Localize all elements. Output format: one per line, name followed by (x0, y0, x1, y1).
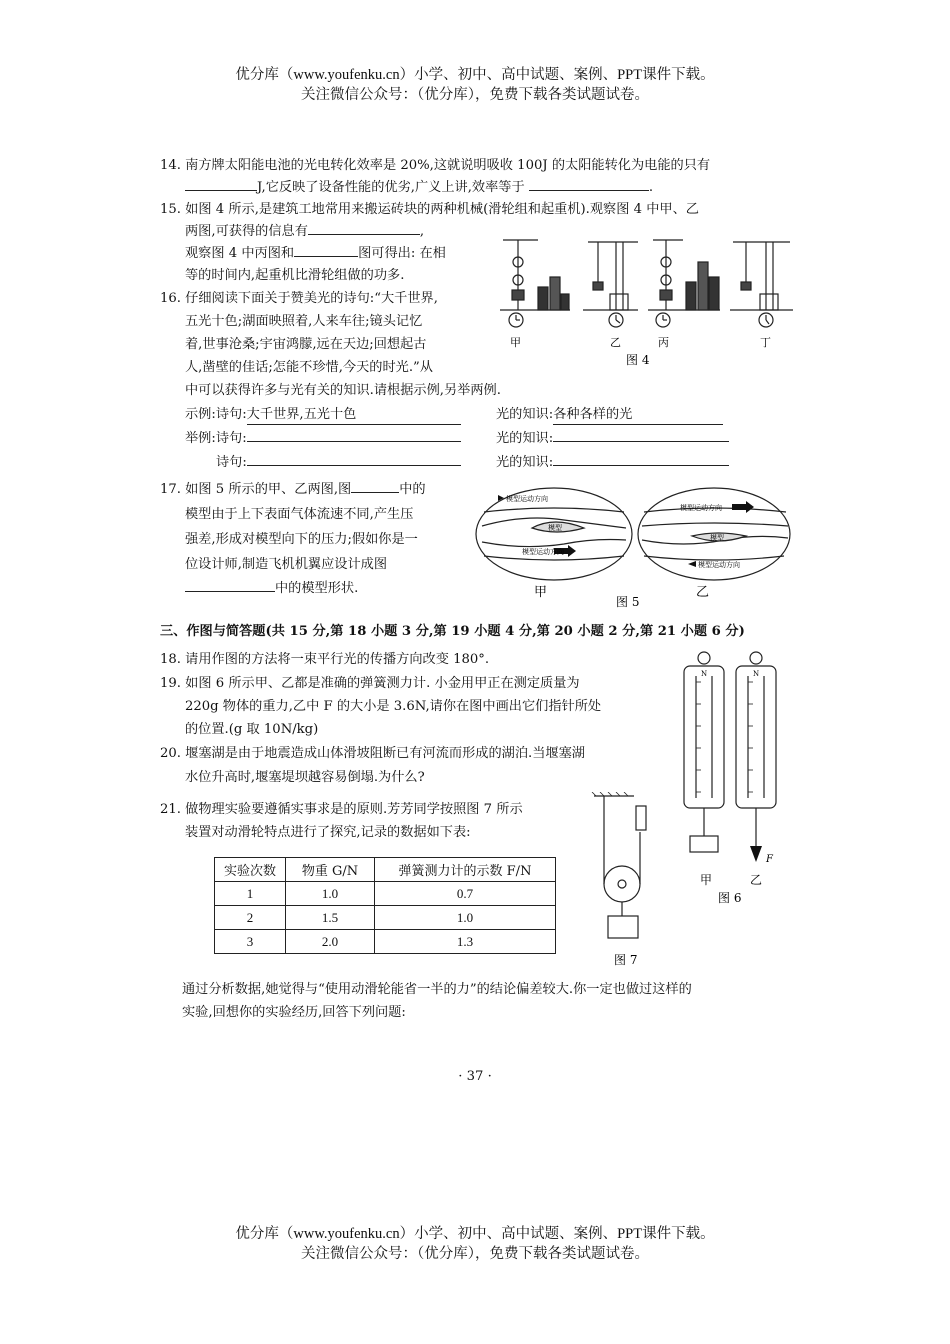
q14-blank-1[interactable] (185, 178, 257, 191)
figure-7 (590, 792, 670, 972)
table-cell: 1.5 (286, 906, 375, 930)
fig6-scale-top-yi: N (753, 670, 760, 678)
fig5-label-jia: 甲 (534, 585, 548, 600)
table-cell: 2.0 (286, 930, 375, 954)
figure-6 (670, 650, 800, 910)
q21-after-line-2: 实验,回想你的实验经历,回答下列问题: (182, 1005, 406, 1020)
fig6-label-jia: 甲 (700, 873, 713, 887)
page-number: · 37 · (458, 1069, 492, 1084)
table-header-row (215, 858, 556, 882)
q16-knowledge-row-1: 光的知识: (496, 429, 729, 448)
table-cell: 2 (215, 906, 286, 930)
table-header-cell: 物重 G/N (286, 858, 375, 882)
table-header-cell: 弹簧测力计的示数 F/N (375, 858, 556, 882)
fig5-model-text-2: 模型 (710, 534, 724, 542)
q16-knowledge-blank-1[interactable] (553, 429, 729, 442)
q15-blank-1[interactable] (308, 222, 420, 235)
table-cell: 1 (215, 882, 286, 906)
q16-knowledge-blank-2[interactable] (553, 453, 729, 466)
fig7-caption: 图 7 (614, 953, 638, 967)
fig4-label-jia: 甲 (510, 336, 521, 349)
q17-line-3: 强差,形成对模型向下的压力;假如你是一 (185, 532, 418, 547)
table-row (215, 882, 556, 906)
q17-line-4: 位设计师,制造飞机机翼应设计成图 (185, 557, 388, 572)
table-row (215, 906, 556, 930)
section-3-title: 三、作图与简答题(共 15 分,第 18 小题 3 分,第 19 小题 4 分,第 20 小题 2 分,第 21 小题 6 分) (160, 624, 745, 639)
fig6-label-yi: 乙 (750, 873, 763, 887)
q16-poem-blank-2[interactable] (247, 453, 461, 466)
table-cell: 3 (215, 930, 286, 954)
q21-line-2: 装置对动滑轮特点进行了探究,记录的数据如下表: (185, 825, 471, 840)
q17-blank-2[interactable] (185, 579, 275, 592)
q16-example-1-row: 举例:诗句: (185, 429, 461, 448)
q19-line-1: 19. 如图 6 所示甲、乙都是准确的弹簧测力计. 小金用甲正在测定质量为 (160, 676, 580, 691)
fig5-arrow-text-4: 模型运动方向 (698, 561, 740, 569)
q16-line-3: 着,世事沧桑;宇宙鸿朦,远在天边;回想起古 (185, 337, 427, 352)
table-cell: 0.7 (375, 882, 556, 906)
table-cell: 1.0 (375, 906, 556, 930)
fig6-caption: 图 6 (718, 891, 742, 905)
fig5-model-text-1: 模型 (548, 524, 562, 532)
q21-after-line-1: 通过分析数据,她觉得与“使用动滑轮能省一半的力”的结论偏差较大.你一定也做过这样的 (182, 982, 692, 997)
q19-line-3: 的位置.(g 取 10N/kg) (185, 722, 319, 737)
q16-example-know-text: 各种各样的光 (553, 405, 723, 425)
q15-blank-2[interactable] (294, 244, 358, 257)
fig5-arrow-text-3: 模型运动方向 (680, 504, 722, 512)
q16-example-poem: 大千世界,五光十色 (247, 405, 461, 425)
fig6-force-label: F (766, 854, 773, 865)
q16-example-row: 示例:诗句:大千世界,五光十色 (185, 405, 461, 425)
figure-5 (474, 484, 794, 614)
q14-line-2: J,它反映了设备性能的优劣,广义上讲,效率等于 . (185, 178, 653, 197)
q16-line-5: 中可以获得许多与光有关的知识.请根据示例,另举两例. (185, 383, 501, 398)
fig4-caption: 图 4 (626, 353, 650, 367)
q16-line-2: 五光十色;湖面映照着,人来车往;镜头记忆 (185, 314, 423, 329)
q21-line-1: 21. 做物理实验要遵循实事求是的原则.芳芳同学按照图 7 所示 (160, 802, 523, 817)
table-cell: 1.0 (286, 882, 375, 906)
q14-blank-2[interactable] (529, 178, 649, 191)
q18-text: 18. 请用作图的方法将一束平行光的传播方向改变 180°. (160, 652, 490, 667)
fig4-label-yi: 乙 (610, 336, 621, 349)
fig5-label-yi: 乙 (696, 585, 710, 600)
q16-line-1: 16. 仔细阅读下面关于赞美光的诗句:“大千世界, (160, 291, 438, 306)
fig4-label-bing: 丙 (658, 336, 669, 349)
q17-blank-1[interactable] (351, 480, 399, 493)
q16-example-2-row: 诗句: (216, 453, 461, 472)
q15-line-1: 15. 如图 4 所示,是建筑工地常用来搬运砖块的两种机械(滑轮组和起重机).观察图 4 中甲、乙 (160, 202, 699, 217)
q15-line-4: 等的时间内,起重机比滑轮组做的功多. (185, 268, 405, 283)
q16-knowledge-row-2: 光的知识: (496, 453, 729, 472)
footer-line-2: 关注微信公众号：（优分库），免费下载各类试题试卷。 (301, 1246, 649, 1262)
q20-line-2: 水位升高时,堰塞堤坝越容易倒塌.为什么? (185, 770, 425, 785)
q16-line-4: 人,凿壁的佳话;怎能不珍惜,今天的时光.”从 (185, 360, 433, 375)
q21-data-table (214, 857, 556, 954)
q17-line-2: 模型由于上下表面气体流速不同,产生压 (185, 507, 414, 522)
header-line-1: 优分库（www.youfenku.cn）小学、初中、高中试题、案例、PPT课件下载。 (235, 67, 715, 83)
fig5-arrow-text-1: 模型运动方向 (506, 495, 548, 503)
table-cell: 1.3 (375, 930, 556, 954)
fig5-arrow-text-2: 模型运动方向 (522, 548, 564, 556)
q15-line-2: 两图,可获得的信息有 , (185, 224, 425, 239)
header-line-2: 关注微信公众号：（优分库），免费下载各类试题试卷。 (301, 87, 649, 103)
table-header-cell: 实验次数 (215, 858, 286, 882)
footer-line-1: 优分库（www.youfenku.cn）小学、初中、高中试题、案例、PPT课件下载。 (235, 1226, 715, 1242)
table-row (215, 930, 556, 954)
q17-line-1: 17. 如图 5 所示的甲、乙两图,图 中的 (160, 482, 426, 497)
fig5-caption: 图 5 (616, 595, 640, 609)
q17-line-5: 中的模型形状. (185, 579, 358, 598)
q20-line-1: 20. 堰塞湖是由于地震造成山体滑坡阻断已有河流而形成的湖泊.当堰塞湖 (160, 746, 585, 761)
q16-example-knowledge: 光的知识:各种各样的光 (496, 405, 723, 425)
q15-line-3: 观察图 4 中丙图和 图可得出: 在相 (185, 246, 446, 261)
figure-4 (498, 232, 798, 372)
q14-line-1: 14. 南方牌太阳能电池的光电转化效率是 20%,这就说明吸收 100J 的太阳能转化为电能的只有 (160, 158, 711, 173)
q16-poem-blank-1[interactable] (247, 429, 461, 442)
fig4-label-ding: 丁 (760, 336, 771, 349)
q19-line-2: 220g 物体的重力,乙中 F 的大小是 3.6N,请你在图中画出它们指针所处 (185, 699, 602, 714)
fig6-scale-top-jia: N (701, 670, 708, 678)
